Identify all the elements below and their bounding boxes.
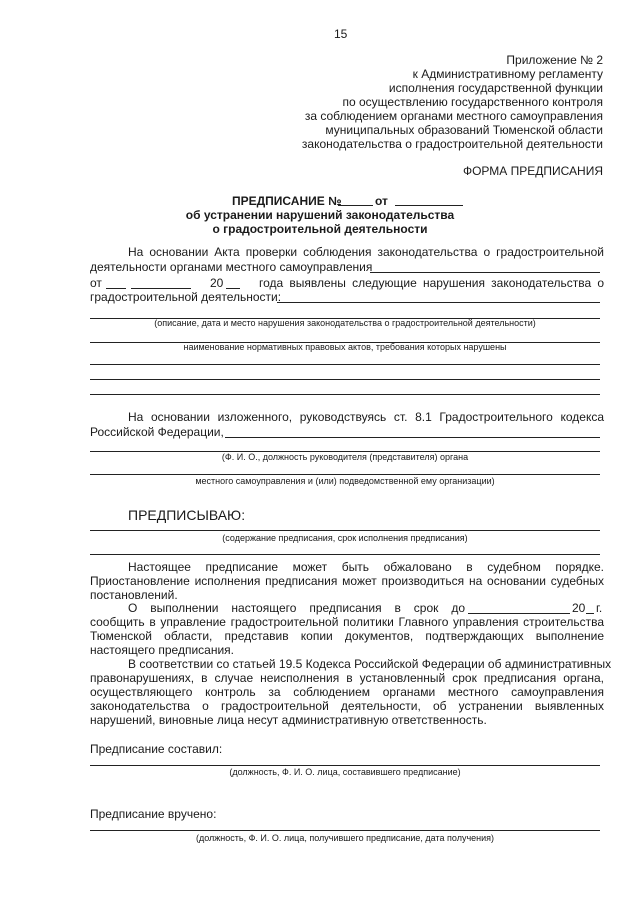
execution-year-label: 20 <box>572 601 586 615</box>
liability-line-5: нарушений, виновные лица несут административную ответственность. <box>90 713 487 727</box>
appendix-line: законодательства о градостроительной деятельности <box>301 137 603 151</box>
title-from-label: от <box>375 194 388 208</box>
execution-line-4: настоящего предписания. <box>90 643 234 657</box>
caption-fio: (Ф. И. О., должность руководителя (представителя) органа <box>221 452 469 462</box>
title-line-3: о градостроительной деятельности <box>212 222 428 236</box>
execution-year-suffix: г. <box>596 601 603 615</box>
title-line-2: об устранении нарушений законодательства <box>185 208 455 222</box>
composed-label: Предписание составил: <box>90 742 223 756</box>
execution-year-blank <box>586 613 594 614</box>
page-number: 15 <box>334 27 348 41</box>
basis-line-3: года выявлены следующие нарушения законодательства о <box>259 276 604 290</box>
caption-violation: (описание, дата и место нарушения законодательства о градостроительной деятельности) <box>154 318 536 328</box>
authority-blank <box>370 272 600 273</box>
caption-acts: наименование нормативных правовых актов, требования которых нарушены <box>183 342 507 352</box>
prescribe-heading: ПРЕДПИСЫВАЮ: <box>128 507 246 523</box>
liability-line-3: осуществляющего контроль за соблюдением органами местного самоуправления <box>90 685 604 699</box>
caption-delivered: (должность, Ф. И. О. лица, получившего предписание, дата получения) <box>195 833 495 843</box>
prescription-content-blank-2 <box>90 554 600 555</box>
act-month-blank <box>131 288 191 289</box>
appeal-line-2: Приостановление исполнения предписания может производиться на основании судебных <box>90 574 604 588</box>
appendix-line: Приложение № 2 <box>506 53 603 67</box>
title-prescription-number-label: ПРЕДПИСАНИЕ № <box>232 194 342 208</box>
delivered-label: Предписание вручено: <box>90 807 217 821</box>
prescription-content-blank-1 <box>90 530 600 531</box>
execution-line-2: сообщить в управление градостроительной политики Главного управления строительства <box>90 615 604 629</box>
guided-line-1: На основании изложенного, руководствуясь ст. 8.1 Градостроительного кодекса <box>128 410 604 424</box>
appendix-line: по осуществлению государственного контроля <box>342 95 603 109</box>
execution-line-1: О выполнении настоящего предписания в срок до <box>128 601 465 615</box>
basis-year-label: 20 <box>210 276 224 290</box>
execution-deadline-blank <box>468 613 570 614</box>
official-blank-3 <box>90 474 600 475</box>
liability-line-1: В соответствии со статьей 19.5 Кодекса Российской Федерации об административных <box>128 657 612 671</box>
composed-signature-line <box>90 765 600 766</box>
violations-blank-6 <box>90 394 600 395</box>
prescription-number-blank <box>338 205 373 206</box>
appendix-line: муниципальных образований Тюменской области <box>325 123 603 137</box>
violations-blank-4 <box>90 364 600 365</box>
liability-line-4: законодательства о градостроительной деятельности, об устранении выявленных <box>90 699 604 713</box>
appendix-line: за соблюдением органами местного самоуправления <box>304 109 603 123</box>
guided-line-2: Российской Федерации, <box>90 425 224 439</box>
appeal-line-1: Настоящее предписание может быть обжаловано в судебном порядке. <box>128 560 604 574</box>
basis-line-2: деятельности органами местного самоуправления <box>90 260 373 274</box>
official-blank-1 <box>225 437 600 438</box>
appendix-line: исполнения государственной функции <box>388 81 603 95</box>
violations-blank-5 <box>90 379 600 380</box>
appeal-line-3: постановлений. <box>90 588 178 602</box>
caption-composed: (должность, Ф. И. О. лица, составившего предписание) <box>229 767 461 777</box>
act-day-blank <box>106 288 126 289</box>
prescription-date-blank <box>395 205 463 206</box>
liability-line-2: правонарушениях, в случае неисполнения в установленный срок предписания органа, <box>90 671 604 685</box>
basis-line-1: На основании Акта проверки соблюдения законодательства о градостроительной <box>128 245 604 259</box>
basis-line-4: градостроительной деятельности: <box>90 290 282 304</box>
delivered-signature-line <box>90 830 600 831</box>
caption-org: местного самоуправления и (или) подведомственной ему организации) <box>195 476 495 486</box>
execution-line-3: Тюменской области, представив копии документов, подтверждающих выполнение <box>90 629 604 643</box>
basis-from-label: от <box>90 276 102 290</box>
act-year-blank <box>226 288 240 289</box>
caption-prescription: (содержание предписания, срок исполнения предписания) <box>222 533 468 543</box>
form-label: ФОРМА ПРЕДПИСАНИЯ <box>462 164 603 178</box>
appendix-line: к Административному регламенту <box>412 67 603 81</box>
violations-blank-1 <box>277 302 600 303</box>
